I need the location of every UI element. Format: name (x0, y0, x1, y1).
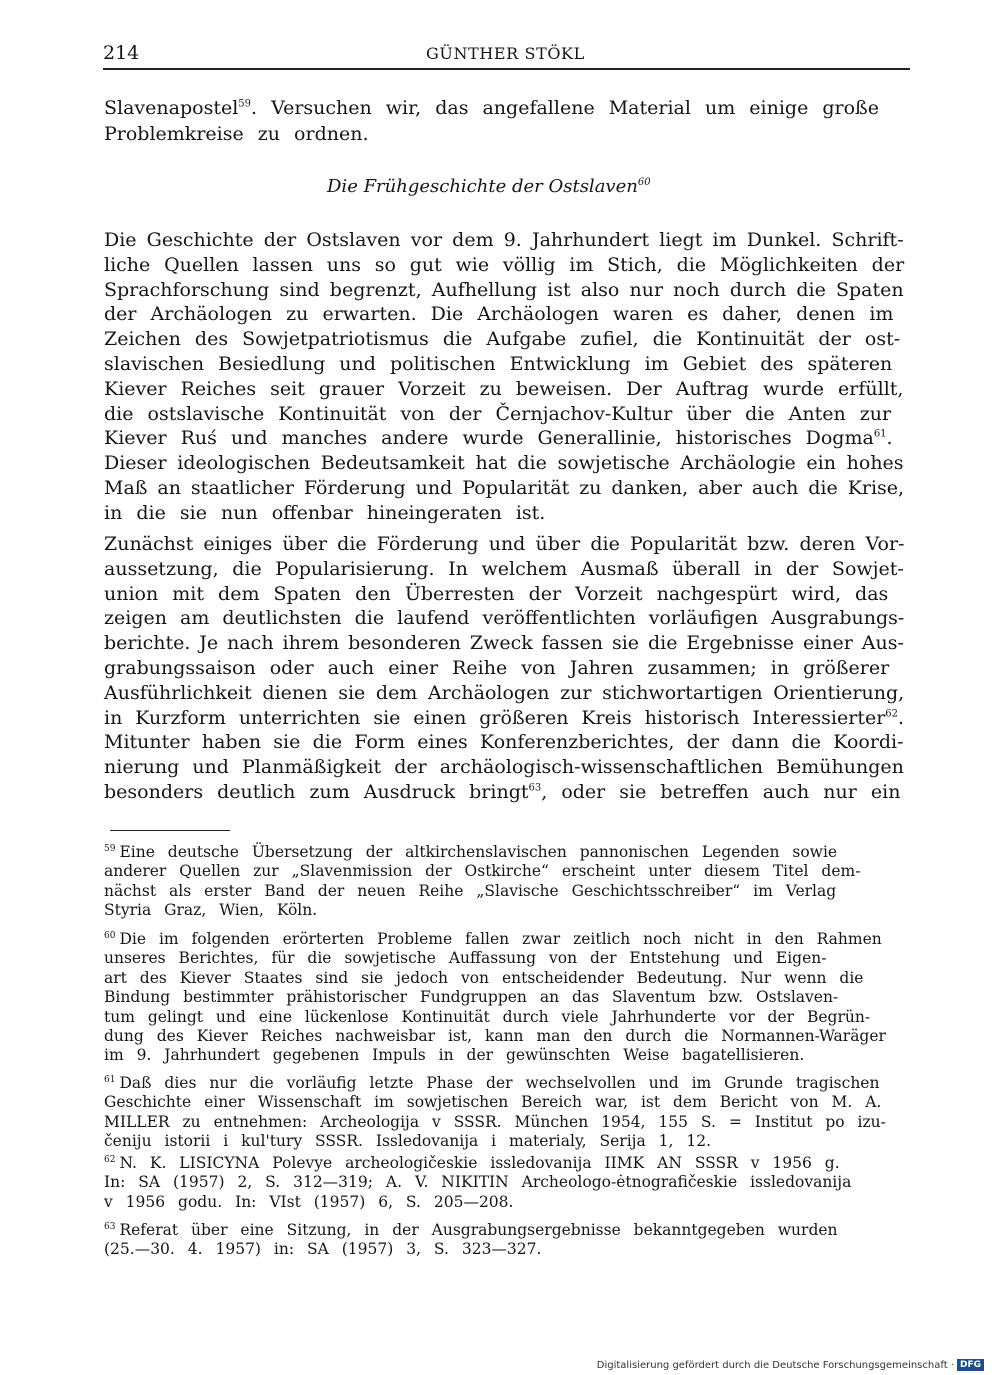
footnote-line: im 9. Jahrhundert gegebenen Impuls in der gewünschten Weise bagatellisieren. (104, 1046, 805, 1065)
text-line: Ausführlichkeit dienen sie dem Archäologen zur stichwortartigen Orientierung, (104, 681, 905, 704)
page-header (103, 40, 910, 70)
text-line: nierung und Planmäßigkeit der archäologisch-wissenschaftlichen Bemühungen (104, 756, 904, 779)
footnote-number: 61 (104, 1074, 116, 1085)
running-head: GÜNTHER STÖKL (426, 44, 585, 63)
footnote-line: v 1956 godu. In: VIst (1957) 6, S. 205—208. (104, 1192, 514, 1211)
text-line: besonders deutlich zum Ausdruck bringt$^{63}$, oder sie betreffen auch nur ein (104, 781, 901, 803)
dfg-logo: DFG (957, 1359, 984, 1371)
page-number: 214 (103, 42, 140, 64)
footnote-rule (110, 830, 230, 831)
text-line: Sprachforschung sind begrenzt, Aufhellung ist also nur noch durch die Spaten (104, 278, 904, 301)
text-line: Slavenapostel$^{59}$. Versuchen wir, das angefallene Material um einige große (104, 97, 879, 119)
text-line: union mit dem Spaten den Überresten der Vorzeit nachgespürt wird, das (104, 582, 889, 605)
footnote-line: MILLER zu entnehmen: Archeologija v SSSR. München 1954, 155 S. = Institut po izu- (104, 1112, 886, 1131)
digitization-credit: Digitalisierung gefördert durch die Deutsche Forschungsgemeinschaft · DFG (597, 1359, 984, 1371)
footnote-line: Geschichte einer Wissenschaft im sowjetischen Bereich war, ist dem Bericht von M. A. (104, 1093, 882, 1112)
text-line: Kiever Reiches seit grauer Vorzeit zu beweisen. Der Auftrag wurde erfüllt, (104, 377, 904, 400)
text-line: grabungssaison oder auch einer Reihe von Jahren zusammen; in größerer (104, 657, 890, 679)
footnote-60: $^{60}$ Die im folgenden erörterten Probleme fallen zwar zeitlich noch nicht in den Rahmen (104, 930, 882, 948)
text-line: Die Geschichte der Ostslaven vor dem 9. Jahrhundert liegt im Dunkel. Schrift- (104, 229, 904, 251)
section-title: Die Frühgeschichte der Ostslaven$^{60}$ (327, 176, 651, 197)
text-line: zeigen am deutlichsten die laufend veröffentlichten vorläufigen Ausgrabungs- (104, 607, 905, 630)
footnote-ref: 59 (238, 98, 252, 110)
text-line: in Kurzform unterrichten sie einen größeren Kreis historisch Interessierter$^{62}$. (104, 706, 905, 729)
footnote-number: 62 (104, 1154, 116, 1165)
text-line: Zunächst einiges über die Förderung und über die Popularität bzw. deren Vor- (104, 533, 905, 555)
footnote-line: unseres Berichtes, für die sowjetische Auffassung von der Entstehung und Eigen- (104, 949, 827, 968)
text-line: liche Quellen lassen uns so gut wie völlig im Stich, die Möglichkeiten der (104, 253, 905, 276)
text-line: die ostslavische Kontinuität von der Černjachov-Kultur über die Anten zur (104, 402, 892, 425)
footnote-line: čeniju istorii i kul'tury SSSR. Issledovanija i materialy, Serija 1, 12. (104, 1132, 712, 1151)
footnote-63: $^{63}$ Referat über eine Sitzung, in der Ausgrabungsergebnisse bekanntgegeben wurden (104, 1221, 838, 1239)
footnote-line: In: SA (1957) 2, S. 312—319; A. V. NIKITIN Archeologo-ėtnografičeskie issledovanija (104, 1173, 852, 1192)
footnote-line: nächst als erster Band der neuen Reihe „Slavische Geschichtsschreiber“ im Verlag (104, 881, 837, 900)
text-line: Maß an staatlicher Förderung und Popularität zu danken, aber auch die Krise, (104, 477, 905, 499)
text-line: der Archäologen zu erwarten. Die Archäologen waren es daher, denen im (104, 303, 894, 326)
text-line: Dieser ideologischen Bedeutsamkeit hat die sowjetische Archäologie ein hohes (104, 452, 904, 475)
footnote-line: anderer Quellen zur „Slavenmission der Ostkirche“ erscheint unter diesem Titel dem- (104, 862, 861, 881)
text-line: Mitunter haben sie die Form eines Konferenzberichtes, der dann die Koordi- (104, 731, 904, 754)
footnote-ref: 62 (885, 708, 899, 720)
footnote-61: $^{61}$ Daß dies nur die vorläufig letzte Phase der wechselvollen und im Grunde tragischen (104, 1074, 880, 1092)
footnote-ref: 61 (873, 429, 887, 441)
footnote-line: dung des Kiever Reiches nachweisbar ist, kann man den durch die Normannen-Waräger (104, 1027, 886, 1045)
footnote-line: Bindung bestimmter prähistorischer Fundgruppen an das Slaventum bzw. Ostslaven- (104, 988, 839, 1007)
footnote-line: Styria Graz, Wien, Köln. (104, 901, 318, 920)
text-line: Zeichen des Sowjetpatriotismus die Aufgabe zufiel, die Kontinuität der ost- (104, 328, 901, 351)
footnote-number: 59 (104, 843, 116, 854)
text-line: slavischen Besiedlung und politischen Entwicklung im Gebiet des späteren (104, 353, 893, 375)
text-line: Problemkreise zu ordnen. (104, 123, 369, 145)
footnote-line: art des Kiever Staates sind sie jedoch von entscheidender Bedeutung. Nur wenn die (104, 968, 864, 987)
text-line: aussetzung, die Popularisierung. In welchem Ausmaß überall in der Sowjet- (104, 557, 904, 580)
footnote-59: $^{59}$ Eine deutsche Übersetzung der altkirchenslavischen pannonischen Legenden sowie (104, 843, 838, 861)
text-line: in die sie nun offenbar hineingeraten ist. (104, 501, 546, 524)
footnote-62: $^{62}$ N. K. LISICYNA Polevye archeologičeskie issledovanija IIMK AN SSSR v 1956 g. (104, 1154, 840, 1172)
footnote-number: 60 (104, 930, 116, 941)
footnote-ref: 60 (637, 177, 651, 188)
footnote-line: (25.—30. 4. 1957) in: SA (1957) 3, S. 323—327. (104, 1240, 542, 1259)
footnote-line: tum gelingt und eine lückenlose Kontinuität durch viele Jahrhunderte vor der Begrün- (104, 1007, 871, 1026)
footnote-ref: 63 (528, 782, 542, 794)
footnote-number: 63 (104, 1221, 116, 1232)
text-line: berichte. Je nach ihrem besonderen Zweck fassen sie die Ergebnisse einer Aus- (104, 632, 904, 655)
text-line: Kiever Ruś und manches andere wurde Generallinie, historisches Dogma$^{61}$. (104, 427, 893, 450)
